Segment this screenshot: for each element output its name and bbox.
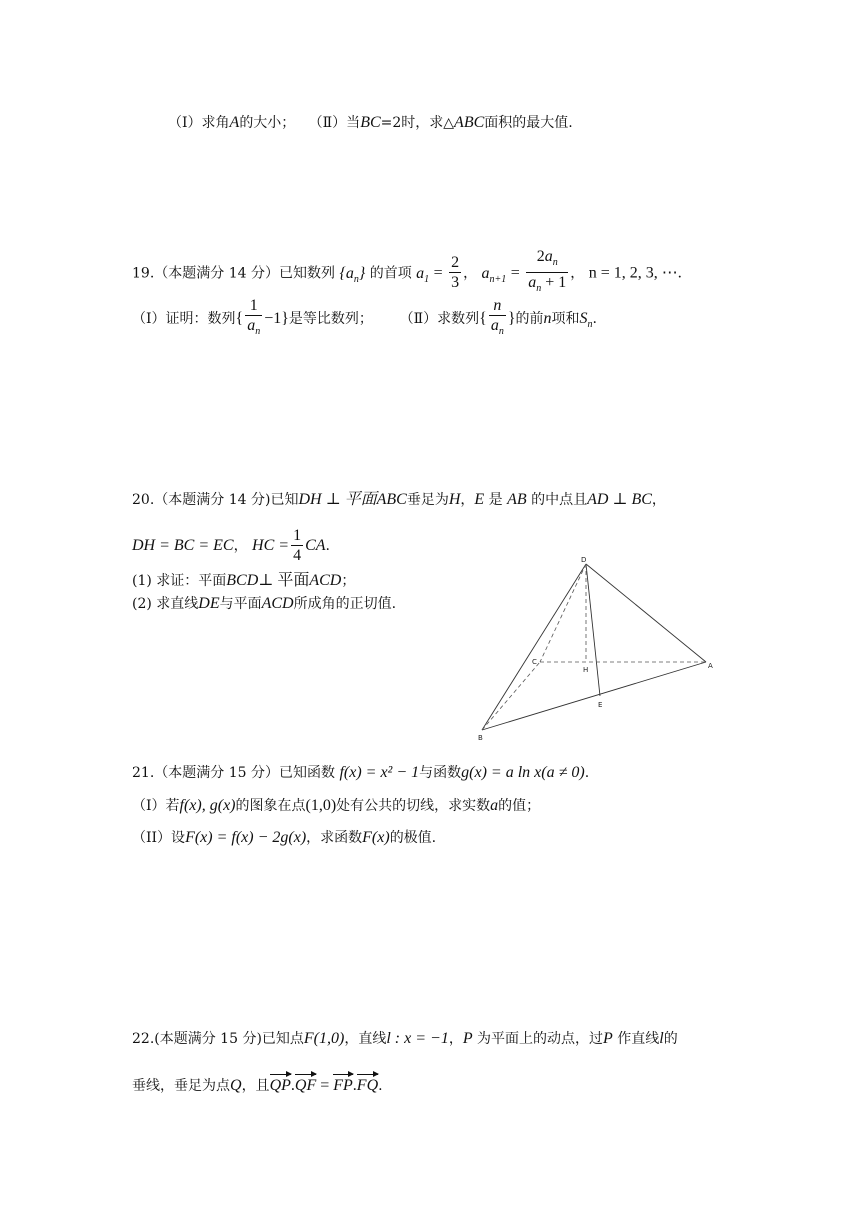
q21-part2-end: 的极值. bbox=[389, 830, 437, 846]
q22-draw: 作直线 bbox=[617, 1031, 660, 1047]
edge-DB bbox=[482, 564, 589, 730]
q21-F: F(x) = f(x) − 2g(x) bbox=[185, 829, 307, 846]
q22-moving: 为平面上的动点，过 bbox=[477, 1031, 604, 1047]
q19-a1-frac: $\frac{2}{3}$ bbox=[451, 254, 460, 291]
q20-header: 20.（本题满分 14 分)已知 bbox=[132, 492, 299, 508]
edge-DC bbox=[540, 564, 586, 662]
q20-ca: CA bbox=[305, 537, 326, 554]
q22-period: . bbox=[378, 1078, 383, 1094]
q21-part2-mid: ，求函数 bbox=[306, 830, 363, 846]
q22-vec-FP: FP bbox=[333, 1077, 353, 1094]
tetrahedron-figure bbox=[470, 552, 730, 744]
q22-vec-QP: QP bbox=[269, 1077, 291, 1094]
q19-sum-label: 项和 bbox=[551, 311, 580, 327]
q20-header-line: 20.（本题满分 14 分)已知DH ⊥ 平面ABC垂足为H，E 是 AB 的中点且AD ⊥ BC， bbox=[132, 491, 666, 508]
q19-header-line: 19.（本题满分 14 分）已知数列 $\{a_n\}$ 的首项 $a_1$ = $\frac{2}{3}$ ， $a_{n+1}$ = $\frac{2a_n}{a_n + 1}$ ， n = 1, 2, 3, ⋯. bbox=[132, 248, 682, 302]
q19-period: . bbox=[592, 311, 597, 327]
q20-foot: 垂足为 bbox=[406, 492, 449, 508]
label-E: E bbox=[598, 701, 603, 709]
q19-part2-end: 的前 bbox=[515, 311, 544, 327]
label-D: D bbox=[581, 556, 587, 564]
label-B: B bbox=[478, 734, 483, 742]
q19-eq-a1: = bbox=[433, 264, 443, 282]
q18-bc: BC bbox=[360, 114, 381, 131]
q22-Q: Q bbox=[230, 1077, 242, 1094]
q19-part2-frac: $\frac{n}{a_n}$ bbox=[489, 297, 506, 342]
q19-comma: ， bbox=[463, 265, 478, 282]
q22-and: ，且 bbox=[241, 1078, 270, 1094]
q19-header: 19.（本题满分 14 分）已知数列 bbox=[132, 265, 335, 282]
q18-part2: （Ⅱ）当 bbox=[308, 115, 361, 131]
q18-part2-end: 面积的最大值. bbox=[484, 115, 573, 131]
q20-AB: AB bbox=[507, 491, 527, 508]
q22-line2-text: 垂线，垂足为点 bbox=[132, 1078, 230, 1094]
q20-item1 bbox=[132, 571, 355, 591]
q22-l: l : x = −1 bbox=[386, 1030, 449, 1047]
q20-de: DE bbox=[198, 595, 220, 612]
q20-is: 是 bbox=[488, 492, 503, 508]
label-A: A bbox=[708, 662, 713, 670]
edge-DA bbox=[586, 564, 706, 662]
q21-a: a bbox=[490, 797, 499, 814]
q19-n: n bbox=[543, 310, 552, 327]
label-H: H bbox=[583, 666, 589, 674]
q22-F: F(1,0) bbox=[303, 1030, 345, 1047]
q19-part1-end: 是等比数列； bbox=[288, 311, 373, 327]
q18-part1-end: 的大小； bbox=[239, 115, 296, 131]
q21-part2: （II）设 bbox=[132, 830, 186, 846]
edge-BC bbox=[482, 662, 540, 730]
q20-semi: ； bbox=[341, 573, 356, 589]
q21-g: g(x) = a ln x(a ≠ 0) bbox=[461, 764, 585, 781]
q20-ad-perp: AD ⊥ BC bbox=[587, 491, 652, 508]
q18-part1: （Ⅰ）求角 bbox=[168, 115, 230, 131]
q22-header: 22.(本题满分 15 分)已知点 bbox=[132, 1031, 304, 1047]
q22-of: 的 bbox=[663, 1031, 678, 1047]
q19-recursion-lhs: $a_{n+1}$ bbox=[481, 264, 507, 285]
q20-comma: ， bbox=[460, 492, 475, 508]
edge-BA bbox=[482, 662, 706, 730]
q20-midpoint: 的中点且 bbox=[531, 492, 588, 508]
q19-first-term: 的首项 bbox=[369, 265, 412, 282]
q22-vec-QF: QF bbox=[294, 1077, 317, 1094]
q18-angle: A bbox=[229, 114, 240, 131]
q20-item2-text: (2) 求直线 bbox=[132, 596, 199, 612]
q21-part1-tail: 的值； bbox=[498, 798, 541, 814]
q20-acd: ACD bbox=[309, 572, 342, 589]
q21-part1-line bbox=[132, 796, 540, 816]
q22-P: P bbox=[462, 1030, 473, 1047]
q20-E: E bbox=[474, 491, 485, 508]
q20-item1-text: (1) 求证：平面 bbox=[132, 573, 227, 589]
q20-perp-plane: ⊥ 平面 bbox=[258, 572, 310, 589]
q20-dh-perp: DH ⊥ 平面ABC bbox=[298, 491, 407, 508]
q19-part1-frac: $\frac{1}{a_n}$ bbox=[245, 297, 262, 342]
q19-n-values: n = 1, 2, 3, ⋯. bbox=[588, 264, 682, 282]
label-C: C bbox=[532, 658, 537, 666]
q21-part2-line bbox=[132, 828, 436, 848]
q20-bcd: BCD bbox=[226, 572, 259, 589]
q19-seq: $\{a_n\}$ bbox=[339, 264, 366, 285]
q22-comma: ， bbox=[448, 1031, 463, 1047]
q22-line: ，直线 bbox=[344, 1031, 387, 1047]
q19-part2: （Ⅱ）求数列 bbox=[399, 311, 480, 327]
q21-period: . bbox=[584, 765, 590, 781]
q21-header-line bbox=[132, 763, 589, 783]
q21-f: f(x) = x² − 1 bbox=[339, 764, 420, 781]
q19-parts-line: （Ⅰ）证明：数列{ $\frac{1}{a_n}$ −1}是等比数列； （Ⅱ）求数列{ $\frac{n}{a_n}$ }的前n项和$S_n$. bbox=[132, 296, 597, 348]
q22-vec-FQ: FQ bbox=[356, 1077, 379, 1094]
q21-header: 21.（本题满分 15 分）已知函数 bbox=[132, 765, 335, 781]
q21-part1-mid: 的图象在点 bbox=[235, 798, 306, 814]
q20-with-plane: 与平面 bbox=[219, 596, 262, 612]
q20-eq1: DH = BC = EC bbox=[132, 537, 234, 554]
q18-eq2: =2时，求△ bbox=[380, 115, 455, 131]
q22-header-line bbox=[132, 1029, 678, 1049]
q19-a1: $a_1$ bbox=[416, 264, 430, 285]
q21-fg: f(x), g(x) bbox=[179, 797, 236, 814]
q22-P2: P bbox=[603, 1030, 613, 1047]
q20-item2 bbox=[132, 594, 396, 614]
q21-Fx: F(x) bbox=[362, 829, 390, 846]
q20-H: H bbox=[448, 491, 461, 508]
q19-S: $S_n$ bbox=[579, 310, 593, 330]
q20-hc: HC = bbox=[252, 537, 290, 554]
q22-line2: 垂线，垂足为点Q，且QP.QF = FP.FQ. bbox=[132, 1077, 383, 1094]
q18-line bbox=[168, 113, 573, 133]
q21-point: (1,0) bbox=[305, 797, 337, 814]
q18-abc: ABC bbox=[454, 114, 485, 131]
q22-l2: l bbox=[659, 1030, 664, 1047]
q20-quarter-frac: $\frac{1}{4}$ bbox=[293, 526, 302, 564]
q20-eq-line: DH = BC = EC， HC = $\frac{1}{4}$ CA. bbox=[132, 526, 330, 564]
q19-part1: （Ⅰ）证明：数列 bbox=[132, 311, 236, 327]
edge-DE bbox=[586, 564, 600, 696]
q21-part1-end: 处有公共的切线，求实数 bbox=[336, 798, 491, 814]
q19-recursion-frac: $\frac{2a_n}{a_n + 1}$ bbox=[526, 248, 568, 299]
q19-eq-rec: = bbox=[510, 264, 520, 282]
q21-part1: （I）若 bbox=[132, 798, 180, 814]
q20-tangent: 所成角的正切值. bbox=[293, 596, 397, 612]
q21-and: 与函数 bbox=[419, 765, 462, 781]
q20-acd2: ACD bbox=[261, 595, 294, 612]
